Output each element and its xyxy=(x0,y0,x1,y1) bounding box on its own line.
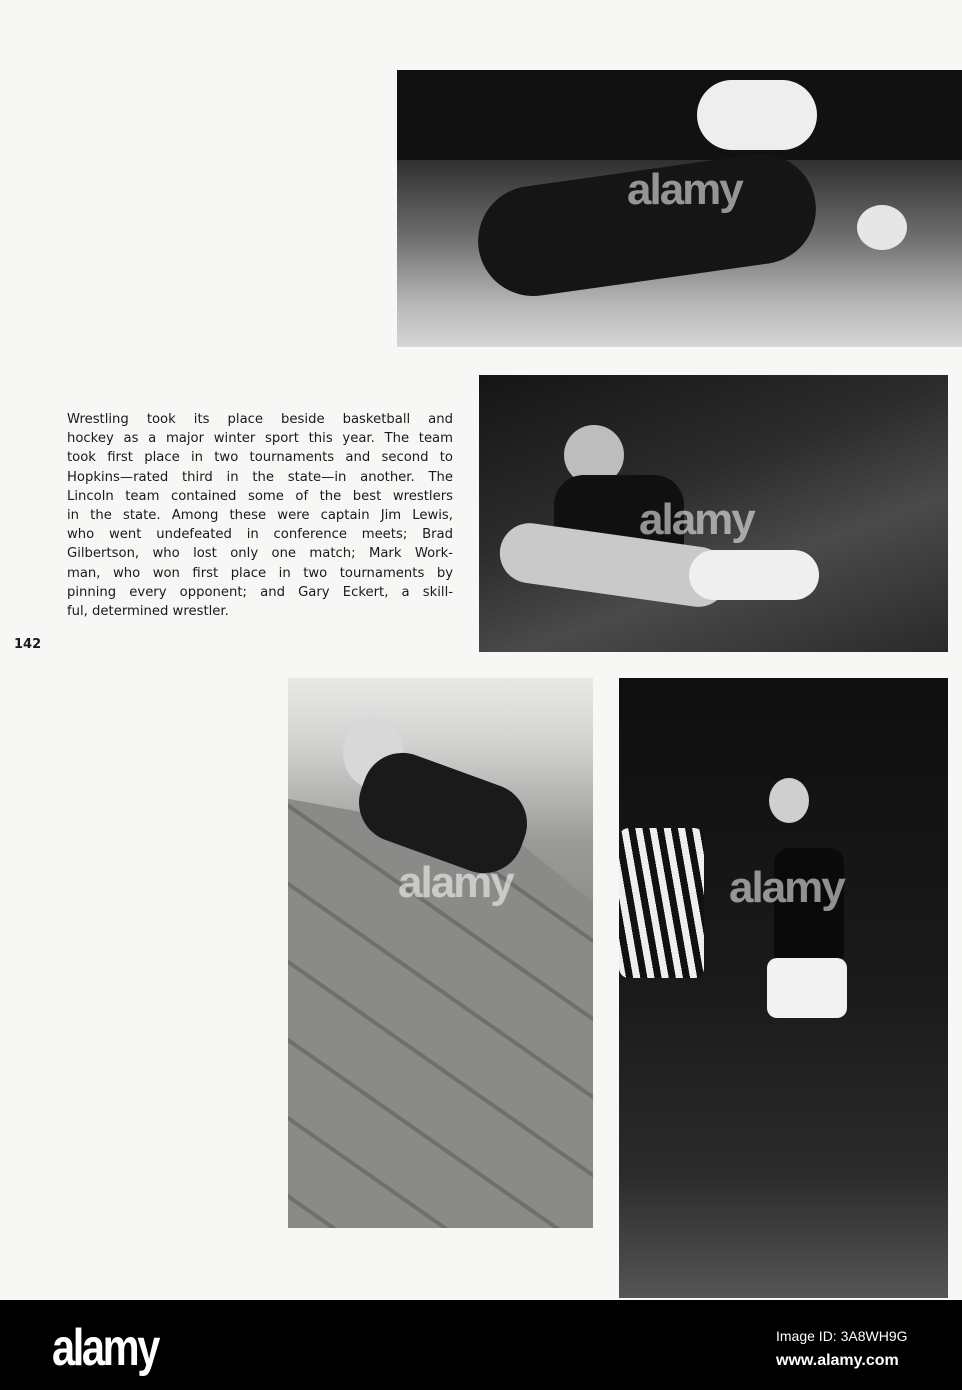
photo-wrestlers-on-mat xyxy=(397,70,962,347)
article-line: Lincoln team contained some of the best wrestlers xyxy=(67,488,453,504)
photo-wrestlers-grappling xyxy=(479,375,948,652)
image-id: Image ID: 3A8WH9G xyxy=(776,1328,908,1344)
article-line: in the state. Among these were captain Jim Lewis, xyxy=(67,508,453,524)
article-line: took first place in two tournaments and second to xyxy=(67,450,453,466)
article-line: Gilbertson, who lost only one match; Mark Work- xyxy=(67,546,453,562)
article-line: hockey as a major winter sport this year. The team xyxy=(67,431,453,447)
site-url: www.alamy.com xyxy=(776,1352,899,1369)
article-line: man, who won first place in two tournaments by xyxy=(67,565,453,581)
watermark: alamy xyxy=(729,863,844,912)
article-line: who went undefeated in conference meets; Brad xyxy=(67,527,453,543)
watermark: alamy xyxy=(398,858,513,907)
alamy-logo: alamy xyxy=(52,1319,158,1377)
photo-wrestler-waving xyxy=(288,678,593,1228)
article-line: ful, determined wrestler. xyxy=(67,604,229,620)
article-text xyxy=(67,410,453,621)
page-number: 142 xyxy=(14,637,42,652)
watermark: alamy xyxy=(639,495,754,544)
photo-referee-raising-winner xyxy=(619,678,948,1298)
article-line: Wrestling took its place beside basketball and xyxy=(67,412,453,427)
watermark-footer xyxy=(0,1300,962,1390)
watermark: alamy xyxy=(627,165,742,214)
article-line: Hopkins—rated third in the state—in another. The xyxy=(67,469,453,485)
article-line: pinning every opponent; and Gary Eckert, a skill- xyxy=(67,584,453,600)
